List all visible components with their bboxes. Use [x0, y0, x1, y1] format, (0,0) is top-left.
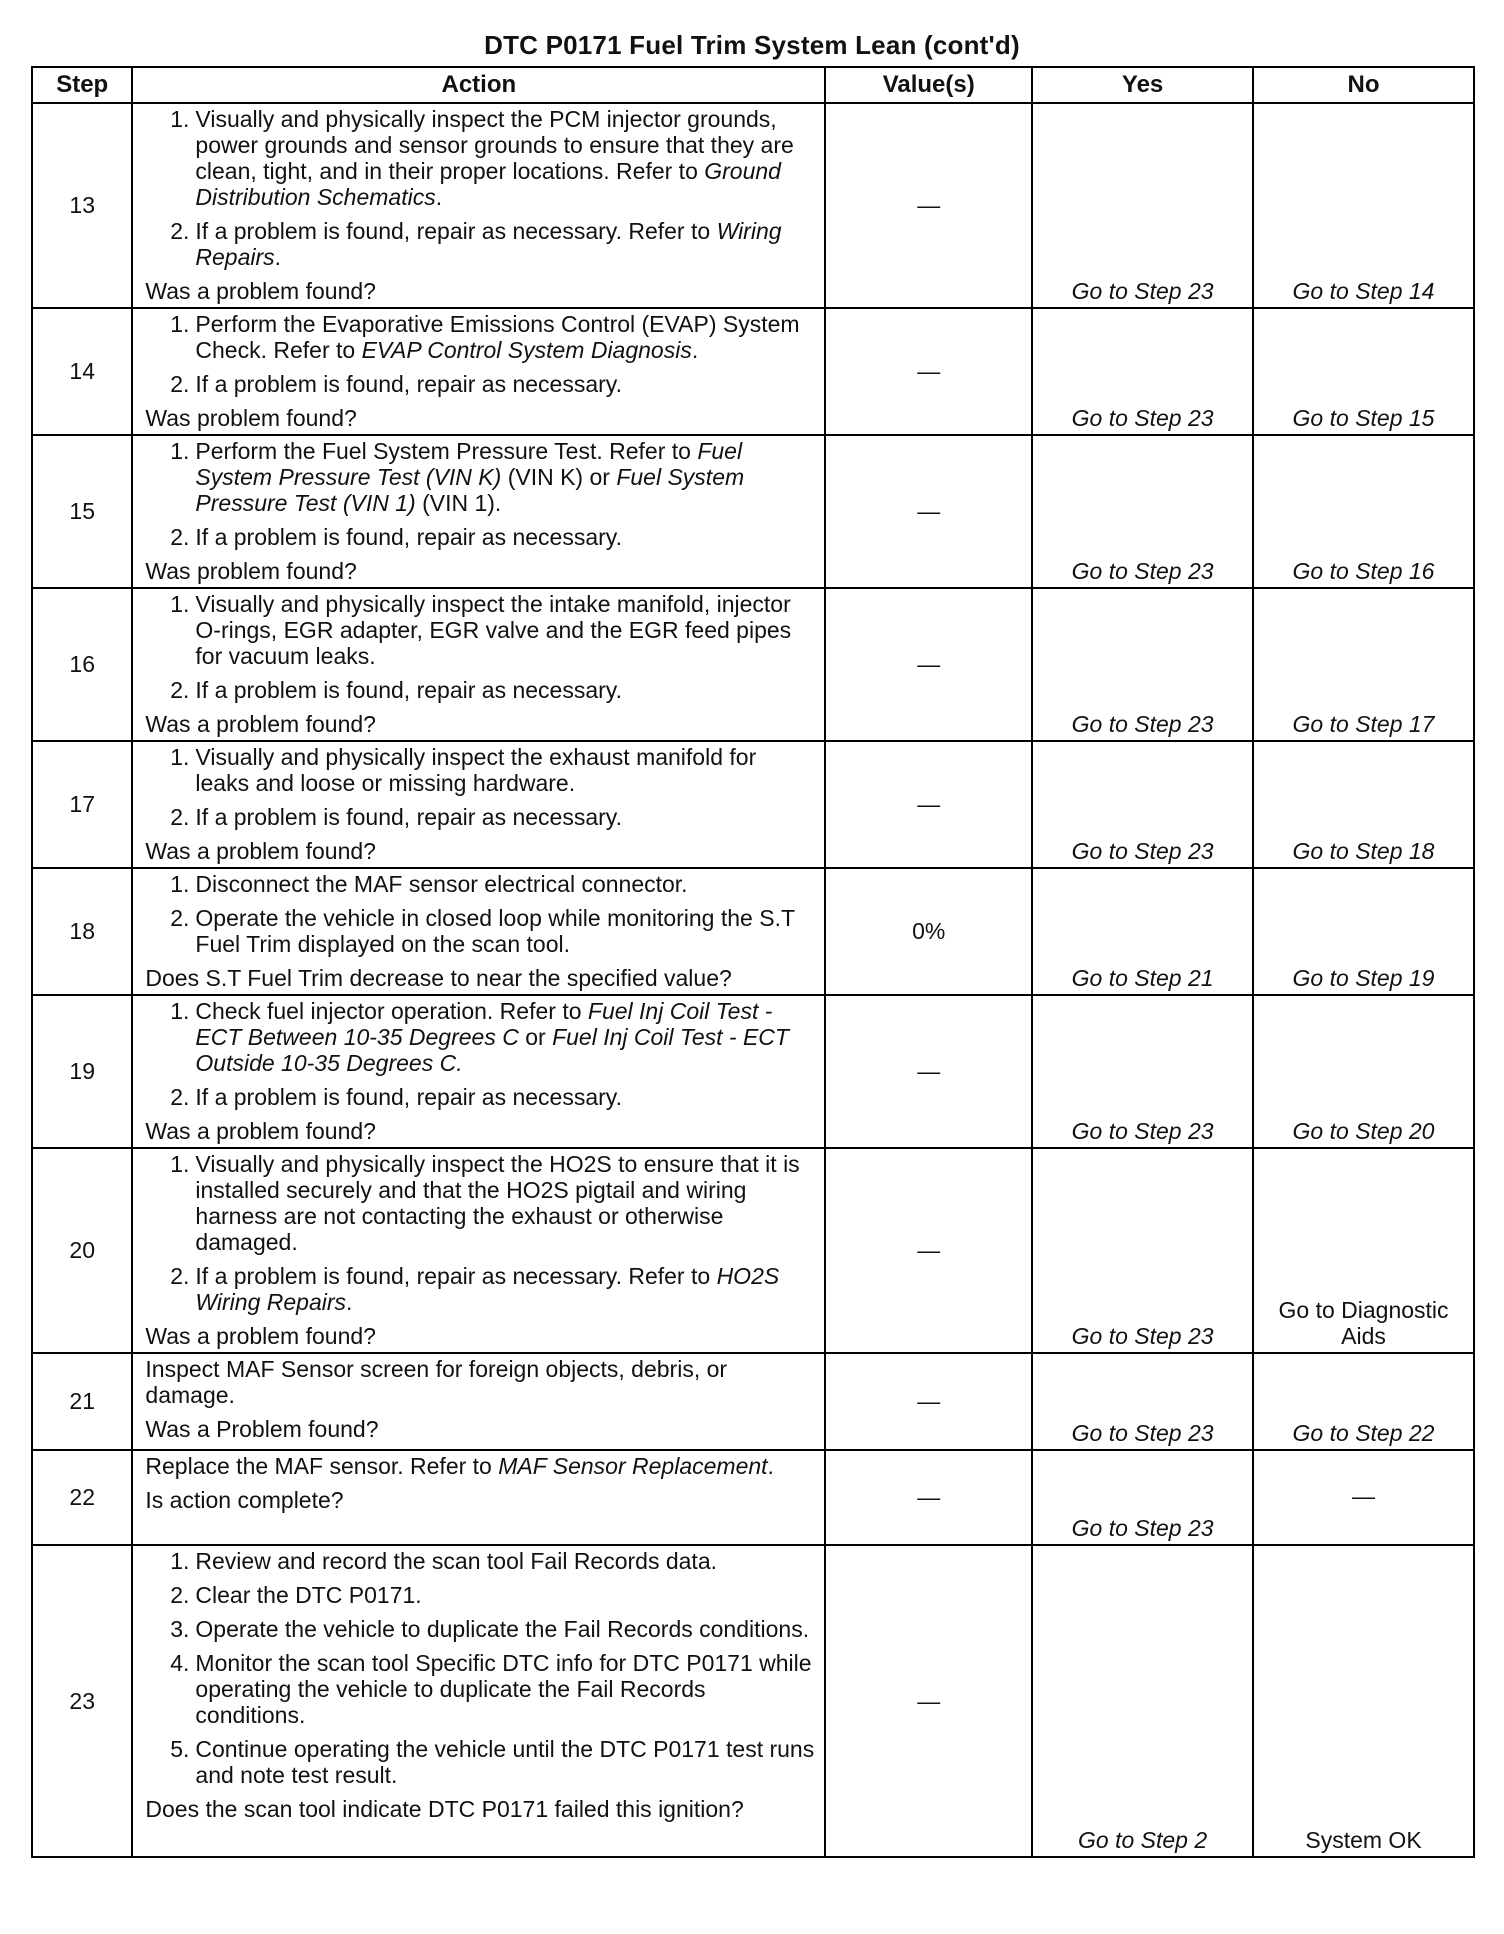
list-item: 2. If a problem is found, repair as necessary. Refer to HO2S Wiring Repairs.	[170, 1263, 780, 1315]
no-cell: Go to Step 14	[1253, 103, 1474, 308]
header-no: No	[1253, 67, 1474, 103]
step-number: 20	[32, 1148, 132, 1353]
yes-cell: Go to Step 23	[1032, 308, 1253, 435]
list-item: 2. If a problem is found, repair as necessary.	[170, 804, 622, 830]
question: Was problem found?	[145, 558, 357, 584]
table-row	[32, 868, 1474, 995]
step-number: 22	[32, 1450, 132, 1545]
table-row	[32, 1450, 1474, 1545]
step-number: 13	[32, 103, 132, 308]
action-cell	[132, 103, 825, 308]
list-item: 1. Disconnect the MAF sensor electrical connector.	[170, 871, 688, 897]
step-number: 21	[32, 1353, 132, 1450]
yes-cell: Go to Step 23	[1032, 435, 1253, 588]
header-yes: Yes	[1032, 67, 1253, 103]
step-number: 18	[32, 868, 132, 995]
value-cell: —	[825, 1450, 1032, 1545]
question: Was a problem found?	[145, 838, 376, 864]
no-cell: —	[1253, 1450, 1474, 1545]
question: Was a Problem found?	[145, 1416, 379, 1442]
list-item: 5. Continue operating the vehicle until the DTC P0171 test runs and note test result.	[170, 1736, 815, 1788]
action-cell	[132, 435, 825, 588]
yes-cell: Go to Step 23	[1032, 1450, 1253, 1545]
table-row	[32, 103, 1474, 308]
question: Was a problem found?	[145, 1323, 376, 1349]
no-cell: Go to Step 18	[1253, 741, 1474, 868]
list-item: 1. Visually and physically inspect the exhaust manifold for leaks and loose or missing hardware.	[170, 744, 757, 796]
list-item: 3. Operate the vehicle to duplicate the Fail Records conditions.	[170, 1616, 810, 1642]
no-cell: Go to Step 20	[1253, 995, 1474, 1148]
step-number: 16	[32, 588, 132, 741]
list-item: 2. If a problem is found, repair as necessary.	[170, 371, 622, 397]
list-item: 1. Perform the Fuel System Pressure Test. Refer to Fuel System Pressure Test (VIN K) (VIN K) or Fuel System Pressure Test (VIN 1) (VIN 1).	[170, 438, 745, 516]
table-row	[32, 588, 1474, 741]
action-cell	[132, 995, 825, 1148]
value-cell: —	[825, 103, 1032, 308]
header-value: Value(s)	[825, 67, 1032, 103]
yes-cell: Go to Step 23	[1032, 103, 1253, 308]
question: Does S.T Fuel Trim decrease to near the specified value?	[145, 965, 732, 991]
list-item: 1. Visually and physically inspect the PCM injector grounds, power grounds and sensor grounds to ensure that they are clean, tight, and in their proper locations. Refer to Ground Distribution Schematics.	[170, 106, 794, 210]
no-cell: Go to Step 22	[1253, 1353, 1474, 1450]
action-cell	[132, 741, 825, 868]
action-cell	[132, 1450, 825, 1545]
list-item: 1. Check fuel injector operation. Refer to Fuel Inj Coil Test - ECT Between 10-35 Degrees C or Fuel Inj Coil Test - ECT Outside 10-35 Degrees C.	[170, 998, 789, 1076]
header-step: Step	[32, 67, 132, 103]
step-number: 15	[32, 435, 132, 588]
yes-cell: Go to Step 23	[1032, 1353, 1253, 1450]
value-cell: 0%	[825, 868, 1032, 995]
yes-cell: Go to Step 23	[1032, 995, 1253, 1148]
question: Was a problem found?	[145, 278, 376, 304]
diagnostic-table	[31, 66, 1475, 1858]
action-text: Inspect MAF Sensor screen for foreign objects, debris, or damage.	[145, 1356, 728, 1408]
yes-cell: Go to Step 23	[1032, 588, 1253, 741]
list-item: 1. Visually and physically inspect the HO2S to ensure that it is installed securely and that the HO2S pigtail and wiring harness are not contacting the exhaust or otherwise damaged.	[170, 1151, 800, 1255]
step-number: 23	[32, 1545, 132, 1857]
action-cell	[132, 1353, 825, 1450]
list-item: 2. Operate the vehicle in closed loop while monitoring the S.T Fuel Trim displayed on the scan tool.	[170, 905, 795, 957]
action-cell	[132, 1545, 825, 1857]
action-cell	[132, 308, 825, 435]
header-row	[32, 67, 1474, 103]
question: Was problem found?	[145, 405, 357, 431]
value-cell: —	[825, 1353, 1032, 1450]
question: Does the scan tool indicate DTC P0171 failed this ignition?	[145, 1796, 744, 1822]
list-item: 2. If a problem is found, repair as necessary.	[170, 1084, 622, 1110]
list-item: 4. Monitor the scan tool Specific DTC info for DTC P0171 while operating the vehicle to duplicate the Fail Records conditions.	[170, 1650, 812, 1728]
table-row	[32, 1353, 1474, 1450]
table-row	[32, 1545, 1474, 1857]
header-action: Action	[132, 67, 825, 103]
question: Is action complete?	[145, 1487, 344, 1513]
value-cell: —	[825, 1148, 1032, 1353]
no-cell: Go to Step 15	[1253, 308, 1474, 435]
table-row	[32, 308, 1474, 435]
list-item: 1. Perform the Evaporative Emissions Control (EVAP) System Check. Refer to EVAP Control System Diagnosis.	[170, 311, 800, 363]
step-number: 19	[32, 995, 132, 1148]
question: Was a problem found?	[145, 711, 376, 737]
action-cell	[132, 1148, 825, 1353]
step-number: 14	[32, 308, 132, 435]
list-item: 2. Clear the DTC P0171.	[170, 1582, 422, 1608]
no-cell: System OK	[1253, 1545, 1474, 1857]
list-item: 1. Visually and physically inspect the intake manifold, injector O-rings, EGR adapter, EGR valve and the EGR feed pipes for vacuum leaks.	[170, 591, 792, 669]
value-cell: —	[825, 588, 1032, 741]
value-cell: —	[825, 435, 1032, 588]
value-cell: —	[825, 1545, 1032, 1857]
value-cell: —	[825, 741, 1032, 868]
yes-cell: Go to Step 23	[1032, 741, 1253, 868]
action-text: Replace the MAF sensor. Refer to MAF Sensor Replacement.	[145, 1453, 774, 1479]
no-cell: Go to Step 16	[1253, 435, 1474, 588]
value-cell: —	[825, 308, 1032, 435]
table-row	[32, 1148, 1474, 1353]
table-row	[32, 435, 1474, 588]
step-number: 17	[32, 741, 132, 868]
yes-cell: Go to Step 2	[1032, 1545, 1253, 1857]
action-cell	[132, 588, 825, 741]
question: Was a problem found?	[145, 1118, 376, 1144]
page-title: DTC P0171 Fuel Trim System Lean (cont'd)	[484, 30, 1020, 60]
no-cell: Go to Step 17	[1253, 588, 1474, 741]
no-cell: Go to Step 19	[1253, 868, 1474, 995]
value-cell: —	[825, 995, 1032, 1148]
yes-cell: Go to Step 21	[1032, 868, 1253, 995]
list-item: 1. Review and record the scan tool Fail Records data.	[170, 1548, 718, 1574]
table-row	[32, 995, 1474, 1148]
yes-cell: Go to Step 23	[1032, 1148, 1253, 1353]
table-row	[32, 741, 1474, 868]
no-cell: Go to Diagnostic Aids	[1253, 1148, 1474, 1353]
list-item: 2. If a problem is found, repair as necessary. Refer to Wiring Repairs.	[170, 218, 782, 270]
list-item: 2. If a problem is found, repair as necessary.	[170, 524, 622, 550]
action-cell	[132, 868, 825, 995]
list-item: 2. If a problem is found, repair as necessary.	[170, 677, 622, 703]
